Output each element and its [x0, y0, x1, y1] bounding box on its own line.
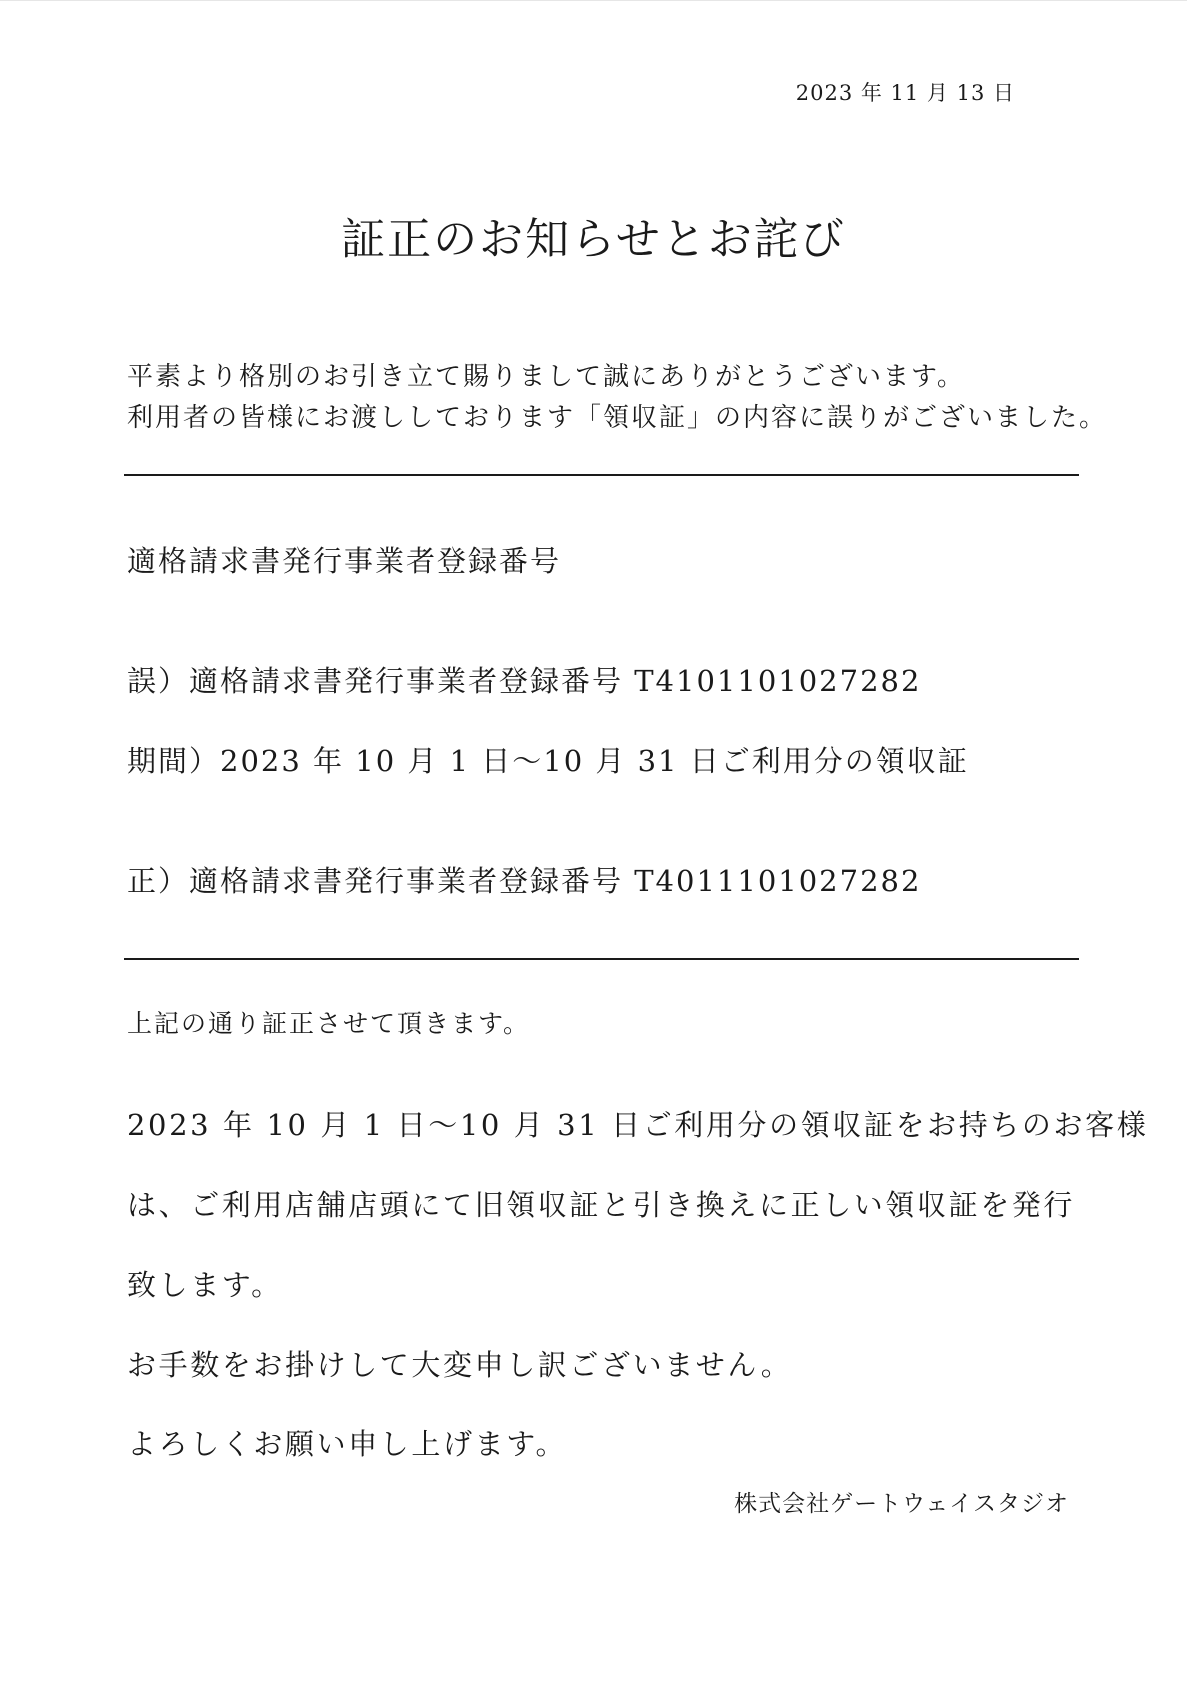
page-title: 証正のお知らせとお詫び [341, 214, 846, 265]
wrong-registration-line: 誤）適格請求書発行事業者登録番号 T4101101027282 [127, 664, 922, 698]
period-line: 期間）2023 年 10 月 1 日〜10 月 31 日ご利用分の領収証 [127, 744, 969, 778]
issue-date: 2023 年 11 月 13 日 [795, 81, 1015, 105]
intro-line-1: 平素より格別のお引き立て賜りまして誠にありがとうございます。 [127, 362, 965, 392]
company-signature: 株式会社ゲートウェイスタジオ [734, 1491, 1069, 1517]
body-line-1: 2023 年 10 月 1 日〜10 月 31 日ご利用分の領収証をお持ちのお客様 [127, 1108, 1149, 1142]
bottom-divider [124, 958, 1079, 960]
top-divider [124, 474, 1079, 476]
body-line-2: は、ご利用店舗店頭にて旧領収証と引き換えに正しい領収証を発行 [127, 1188, 1076, 1222]
correct-registration-line: 正）適格請求書発行事業者登録番号 T4011101027282 [127, 864, 922, 898]
correction-notice: 上記の通り証正させて頂きます。 [127, 1009, 531, 1038]
intro-line-2: 利用者の皆様にお渡ししております「領収証」の内容に誤りがございました。 [127, 403, 1108, 433]
closing-line: よろしくお願い申し上げます。 [127, 1427, 568, 1461]
section-heading: 適格請求書発行事業者登録番号 [127, 544, 562, 578]
body-line-3: 致します。 [127, 1268, 283, 1302]
apology-line: お手数をお掛けして大変申し訳ございません。 [127, 1348, 793, 1382]
